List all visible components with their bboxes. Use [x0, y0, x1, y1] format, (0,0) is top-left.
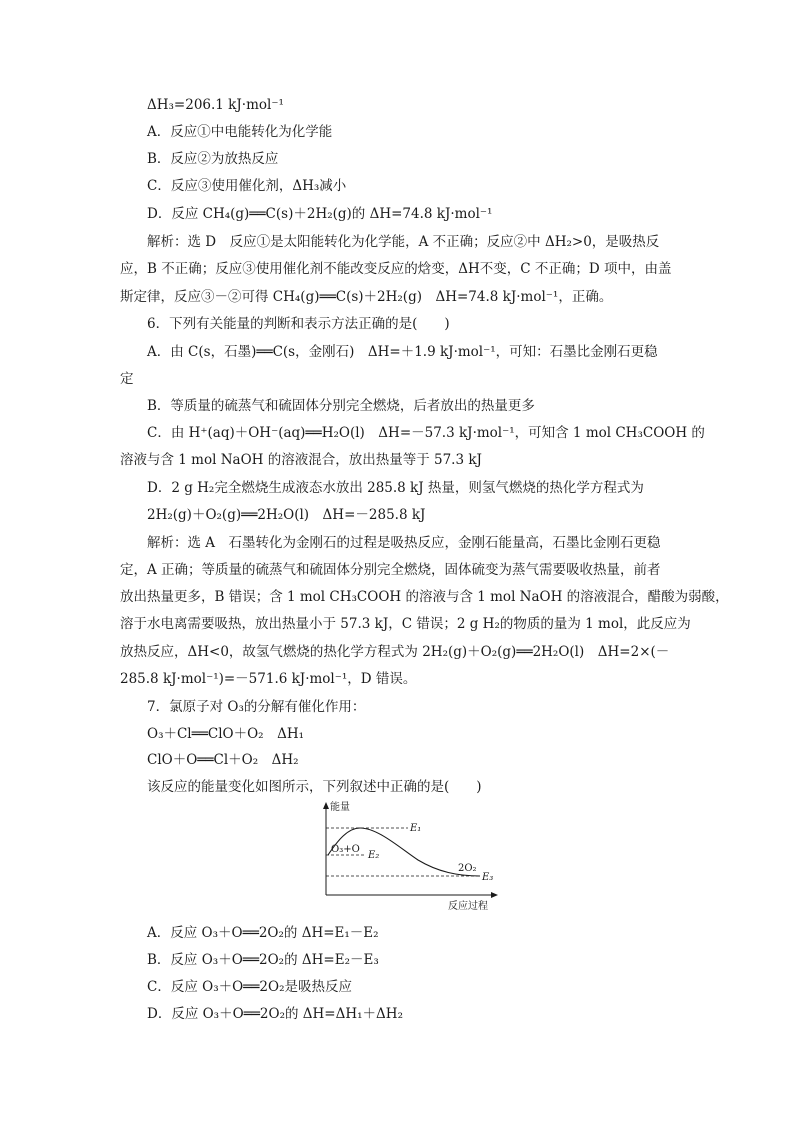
e2-label: E₂ [368, 850, 380, 861]
q5-analysis-line-2: 应，B 不正确；反应③使用催化剂不能改变反应的焓变，ΔH不变，C 不正确；D 项中，由盖 [120, 261, 672, 277]
q5-analysis-line-1: 解析：选 D 反应①是太阳能转化为化学能，A 不正确；反应②中 ΔH₂>0，是吸热反 [147, 234, 660, 250]
q7-option-c: C．反应 O₃＋O══2O₂是吸热反应 [147, 979, 352, 995]
q7-option-b: B．反应 O₃＋O══2O₂的 ΔH=E₂－E₃ [147, 952, 379, 968]
energy-diagram-svg [318, 800, 508, 915]
q6-analysis-line-2: 定，A 正确；等质量的硫蒸气和硫固体分别完全燃烧，固体硫变为蒸气需要吸收热量，前者 [120, 562, 661, 578]
q6-analysis-line-6: 285.8 kJ·mol⁻¹)=－571.6 kJ·mol⁻¹，D 错误。 [120, 671, 417, 687]
q6-analysis-line-3: 放出热量更多，B 错误；含 1 mol CH₃COOH 的溶液与含 1 mol NaOH 的溶液混合，醋酸为弱酸， [120, 589, 729, 605]
q6-option-d-line-1: D．2 g H₂完全燃烧生成液态水放出 285.8 kJ 热量，则氢气燃烧的热化学方程式为 [147, 480, 644, 496]
q5-option-d: D．反应 CH₄(g)══C(s)＋2H₂(g)的 ΔH=74.8 kJ·mol⁻¹ [147, 206, 493, 222]
q6-analysis-line-5: 放热反应，ΔH<0，故氢气燃烧的热化学方程式为 2H₂(g)＋O₂(g)══2H₂O(l) ΔH=2×(－ [120, 644, 670, 660]
q5-option-c: C．反应③使用催化剂，ΔH₃减小 [147, 178, 347, 194]
delta-h3-line: ΔH₃=206.1 kJ·mol⁻¹ [147, 97, 284, 113]
q6-option-d-line-2: 2H₂(g)＋O₂(g)══2H₂O(l) ΔH=－285.8 kJ [147, 507, 426, 523]
y-axis-arrow [323, 802, 329, 809]
q6-option-b: B．等质量的硫蒸气和硫固体分别完全燃烧，后者放出的热量更多 [147, 398, 535, 414]
q6-option-c-line-1: C．由 H⁺(aq)＋OH⁻(aq)══H₂O(l) ΔH=－57.3 kJ·mol⁻¹，可知含 1 mol CH₃COOH 的 [147, 425, 705, 441]
product-label: 2O₂ [458, 863, 477, 874]
q6-analysis-line-4: 溶于水电离需要吸热，放出热量小于 57.3 kJ，C 错误；2 g H₂的物质的量为 1 mol，此反应为 [120, 616, 691, 632]
energy-diagram [318, 800, 508, 915]
q6-analysis-line-1: 解析：选 A 石墨转化为金刚石的过程是吸热反应，金刚石能量高，石墨比金刚石更稳 [147, 535, 661, 551]
x-axis-label: 反应过程 [448, 901, 488, 912]
q5-analysis-line-3: 斯定律，反应③－②可得 CH₄(g)══C(s)＋2H₂(g) ΔH=74.8 kJ·mol⁻¹，正确。 [120, 289, 613, 305]
reactant-label: O₃+O [331, 844, 360, 855]
q5-option-a: A．反应①中电能转化为化学能 [147, 124, 333, 140]
q6-option-a-line-2: 定 [120, 371, 134, 387]
q7-option-a: A．反应 O₃＋O══2O₂的 ΔH=E₁－E₂ [147, 925, 379, 941]
q6-option-c-line-2: 溶液与含 1 mol NaOH 的溶液混合，放出热量等于 57.3 kJ [120, 452, 482, 468]
q7-reaction-2: ClO＋O══Cl＋O₂ ΔH₂ [147, 752, 299, 768]
q5-option-b: B．反应②为放热反应 [147, 151, 279, 167]
q6-option-a-line-1: A．由 C(s，石墨)══C(s，金刚石) ΔH=＋1.9 kJ·mol⁻¹，可知：石墨比金刚石更稳 [147, 344, 658, 360]
y-axis-label: 能量 [330, 802, 350, 813]
q7-reaction-1: O₃＋Cl══ClO＋O₂ ΔH₁ [147, 726, 305, 742]
q6-stem: 6．下列有关能量的判断和表示方法正确的是( ) [147, 316, 450, 332]
q7-question: 该反应的能量变化如图所示，下列叙述中正确的是( ) [147, 779, 482, 795]
q7-option-d: D．反应 O₃＋O══2O₂的 ΔH=ΔH₁＋ΔH₂ [147, 1006, 403, 1022]
x-axis-arrow [491, 892, 498, 898]
e1-label: E₁ [410, 823, 422, 834]
q7-stem: 7．氯原子对 O₃的分解有催化作用： [147, 699, 366, 715]
e3-label: E₃ [482, 872, 494, 883]
